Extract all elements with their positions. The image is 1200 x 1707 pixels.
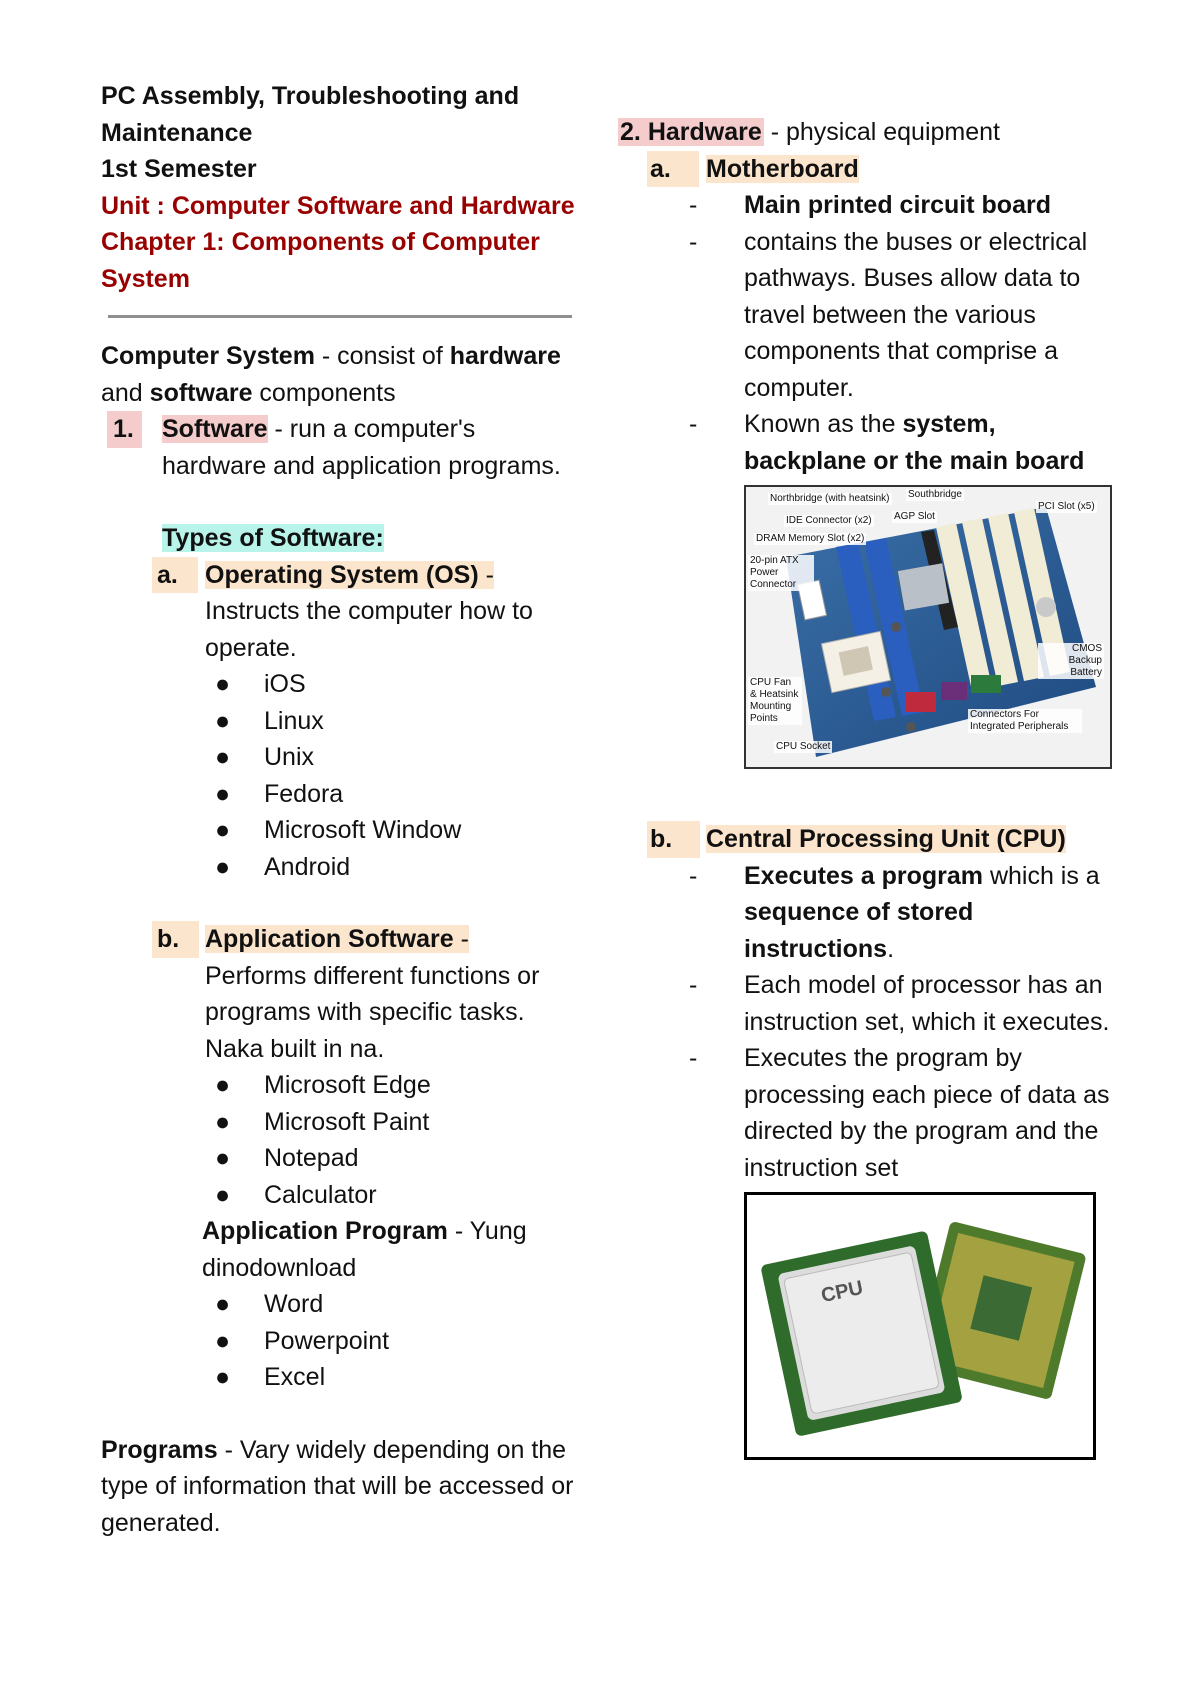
image-label: CPU Fan & Heatsink Mounting Points — [748, 677, 802, 725]
app-program-term: Application Program — [202, 1217, 448, 1245]
computer-system-term: Computer System — [101, 342, 315, 370]
types-heading-row — [101, 520, 581, 557]
os-item-text: Android — [264, 852, 351, 881]
hardware-heading — [618, 114, 1118, 151]
hardware-definition: - physical equipment — [763, 118, 1000, 146]
unit-title: Unit : Computer Software and Hardware — [101, 191, 575, 220]
programs-term: Programs — [101, 1435, 218, 1464]
and-word: and — [101, 378, 150, 407]
os-item-text: Fedora — [264, 779, 344, 808]
app-software-term: Application Software — [205, 925, 454, 953]
app-program-list — [101, 1286, 581, 1396]
cpu-item — [618, 821, 1118, 858]
bullet-bold-text: system, backplane or the main board — [744, 410, 1085, 475]
semester: 1st Semester — [101, 155, 257, 183]
spacer — [101, 484, 581, 520]
list-item — [101, 776, 581, 813]
bullet-icon: ● — [215, 1071, 231, 1099]
app-software-item — [101, 921, 581, 1067]
image-label: PCI Slot (x5) — [1038, 501, 1095, 512]
alpha-marker: b. — [152, 921, 199, 958]
bullet-icon: ● — [215, 816, 231, 844]
app-program-definition — [101, 1213, 581, 1286]
image-label: DRAM Memory Slot (x2) — [756, 533, 865, 544]
image-label: Northbridge (with heatsink) — [770, 493, 890, 504]
dash-marker: - — [689, 227, 698, 256]
app-item-text: Microsoft Paint — [264, 1107, 430, 1136]
list-item — [101, 1067, 581, 1104]
program-item-text: Word — [264, 1290, 324, 1318]
bullet-bold-text: sequence of stored instructions — [744, 898, 974, 963]
app-item-text: Calculator — [264, 1180, 377, 1209]
bullet-icon: ● — [215, 1144, 231, 1172]
image-label: CMOS Backup Battery — [1038, 643, 1104, 679]
app-software-definition: Performs different functions or programs with specific tasks. Naka built in na. — [205, 961, 540, 1063]
list-number: 2. — [620, 118, 641, 146]
computer-system-definition — [101, 338, 581, 411]
cpu-bullet — [618, 967, 1118, 1040]
bullet-icon: ● — [215, 1180, 231, 1209]
hardware-term: Hardware — [647, 118, 762, 146]
dash-marker: - — [689, 191, 698, 219]
types-of-software-heading: Types of Software: — [162, 524, 384, 552]
bullet-bold-text: Executes a program — [744, 861, 983, 890]
image-label: 20-pin ATX Power Connector — [748, 555, 814, 591]
dash-marker: - — [689, 1044, 698, 1072]
image-label: Connectors For Integrated Peripherals — [968, 709, 1082, 733]
bullet-icon: ● — [215, 852, 231, 881]
app-item-text: Microsoft Edge — [264, 1071, 431, 1099]
image-label: IDE Connector (x2) — [786, 515, 872, 526]
horizontal-divider — [108, 315, 572, 318]
course-title: PC Assembly, Troubleshooting and Maintenance — [101, 82, 520, 147]
image-label: AGP Slot — [894, 511, 935, 522]
bullet-icon: ● — [215, 706, 231, 735]
bullet-text: Main printed circuit board — [744, 191, 1051, 219]
list-item — [101, 1323, 581, 1360]
app-item-text: Notepad — [264, 1144, 359, 1172]
motherboard-item — [618, 151, 1118, 188]
motherboard-bullet — [618, 187, 1118, 224]
cpu-term: Central Processing Unit (CPU) — [706, 825, 1066, 853]
image-label: Southbridge — [908, 489, 962, 500]
bullet-icon: ● — [215, 670, 231, 698]
cpu-chip-label: CPU — [819, 1276, 866, 1308]
left-column — [101, 78, 581, 1541]
app-software-list — [101, 1067, 581, 1213]
bullet-text: contains the buses or electrical pathways. Buses allow data to travel between the various components that comprise a computer. — [744, 227, 1088, 402]
right-column — [618, 114, 1118, 1460]
list-item — [101, 1104, 581, 1141]
spacer — [618, 769, 1118, 821]
dash-marker: - — [689, 410, 698, 438]
list-item — [101, 1286, 581, 1323]
list-item — [101, 1140, 581, 1177]
os-item-text: Microsoft Window — [264, 816, 462, 844]
motherboard-image — [744, 485, 1112, 769]
list-item — [101, 739, 581, 776]
programs-def-text: - Vary widely depending on the type of information that will be accessed or generated. — [101, 1435, 574, 1537]
list-item — [101, 666, 581, 703]
os-item-text: Linux — [264, 706, 324, 735]
cpu-bullet — [618, 1040, 1118, 1186]
os-definition: Instructs the computer how to operate. — [205, 597, 533, 662]
bullet-icon: ● — [215, 1290, 231, 1318]
os-item — [101, 557, 581, 667]
alpha-marker: a. — [647, 151, 699, 188]
hardware-word: hardware — [449, 342, 561, 370]
list-item — [101, 703, 581, 740]
motherboard-term: Motherboard — [706, 154, 859, 183]
def-text: - consist of — [314, 342, 450, 370]
spacer — [101, 1396, 581, 1432]
dash-text: - — [478, 560, 494, 589]
def-text-2: components — [252, 378, 396, 407]
bullet-icon: ● — [215, 779, 231, 808]
os-item-text: iOS — [264, 670, 306, 698]
bullet-icon: ● — [215, 1107, 231, 1136]
alpha-marker: b. — [647, 821, 700, 858]
list-item — [101, 1359, 581, 1396]
bullet-text: which is a — [983, 861, 1100, 890]
os-item-text: Unix — [264, 743, 315, 771]
program-item-text: Excel — [264, 1363, 326, 1391]
bullet-icon: ● — [215, 1363, 231, 1391]
bullet-text: Executes the program by processing each piece of data as directed by the program and the instruction set — [744, 1044, 1110, 1182]
bullet-text: . — [887, 934, 895, 963]
bullet-icon: ● — [215, 1326, 231, 1355]
list-item — [101, 812, 581, 849]
software-term: Software — [162, 415, 268, 443]
list-item — [101, 1177, 581, 1214]
bullet-text: Each model of processor has an instruction set, which it executes. — [744, 971, 1110, 1036]
hardware-heading-highlight — [618, 118, 764, 146]
list-number: 1. — [107, 411, 142, 448]
dash-marker: - — [689, 971, 698, 999]
cpu-image — [744, 1192, 1096, 1460]
alpha-marker: a. — [152, 557, 198, 594]
spacer — [101, 885, 581, 921]
motherboard-bullet — [618, 406, 1118, 479]
list-item — [101, 849, 581, 886]
image-label: CPU Socket — [776, 741, 831, 752]
software-item — [101, 411, 581, 484]
dash-text: - — [453, 925, 469, 953]
bullet-text: Known as the — [744, 410, 903, 438]
software-definition: - run a computer's hardware and application programs. — [162, 415, 561, 480]
program-item-text: Powerpoint — [264, 1326, 390, 1355]
cpu-illustration — [747, 1195, 1093, 1457]
programs-definition — [101, 1432, 581, 1542]
chapter-title: Chapter 1: Components of Computer System — [101, 228, 540, 293]
motherboard-bullet — [618, 224, 1118, 407]
os-list — [101, 666, 581, 885]
software-word: software — [149, 378, 253, 407]
os-term: Operating System (OS) — [205, 560, 479, 589]
app-program-def-text: - Yung dinodownload — [202, 1217, 527, 1282]
cpu-bullet — [618, 858, 1118, 968]
bullet-icon: ● — [215, 743, 231, 771]
dash-marker: - — [689, 861, 698, 890]
